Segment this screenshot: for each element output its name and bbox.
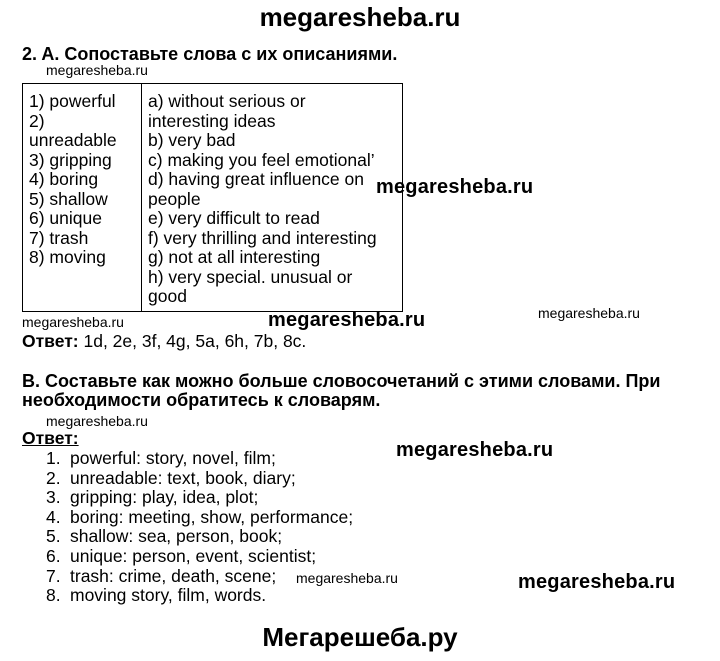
part-b-title-line2: необходимости обратитесь к словарям.	[22, 390, 381, 410]
watermark: megaresheba.ru	[22, 314, 124, 330]
list-item-text: trash: crime, death, scene;	[70, 565, 277, 586]
site-title: megaresheba.ru	[259, 2, 461, 32]
list-item-text: powerful: story, novel, film;	[70, 448, 276, 468]
word-item: 2)	[29, 110, 45, 131]
word-item: 8) moving	[29, 247, 106, 267]
description-item: b) very bad	[148, 130, 236, 150]
word-item: 5) shallow	[29, 188, 108, 209]
description-item: e) very difficult to read	[148, 208, 320, 228]
description-item: d) having great influence on	[148, 169, 364, 189]
list-item-number: 3.	[46, 487, 61, 508]
task-number: 2.	[22, 44, 38, 64]
part-b-title-line1: B. Составьте как можно больше словосочетаний с этими словами. При	[22, 371, 661, 391]
watermark: megaresheba.ru	[376, 176, 534, 198]
list-item-number: 7.	[46, 565, 61, 586]
part-a-title: A. Сопоставьте слова с их описаниями.	[41, 44, 398, 64]
list-item-text: boring: meeting, show, performance;	[70, 506, 354, 527]
list-item	[46, 449, 353, 469]
word-item: 4) boring	[29, 169, 99, 189]
word-item: 1) powerful	[29, 91, 116, 111]
watermark: megaresheba.ru	[296, 570, 398, 586]
watermark: megaresheba.ru	[518, 571, 676, 593]
watermark: megaresheba.ru	[396, 439, 554, 461]
list-item-number: 6.	[46, 545, 61, 566]
answer-a-label: Ответ:	[22, 331, 79, 351]
answer-a	[22, 331, 306, 352]
word-item: 3) gripping	[29, 149, 112, 170]
description-item: people	[148, 188, 201, 209]
descriptions-column	[142, 84, 403, 312]
list-item-number: 5.	[46, 526, 61, 547]
description-item: good	[148, 286, 187, 306]
watermark: megaresheba.ru	[46, 413, 148, 429]
list-item	[46, 547, 353, 567]
list-item	[46, 586, 353, 606]
description-item: f) very thrilling and interesting	[148, 227, 377, 248]
description-item: a) without serious or	[148, 91, 306, 111]
list-item-number: 2.	[46, 467, 61, 488]
list-item	[46, 469, 353, 489]
word-item: unreadable	[29, 130, 117, 150]
matching-table	[22, 83, 403, 312]
words-column	[23, 84, 142, 312]
list-item-number: 4.	[46, 506, 61, 527]
word-item: 6) unique	[29, 208, 102, 228]
answer-b-label: Ответ:	[22, 428, 79, 448]
list-item	[46, 508, 353, 528]
list-item-number: 1.	[46, 448, 61, 468]
description-item: interesting ideas	[148, 110, 276, 131]
list-item-text: gripping: play, idea, plot;	[70, 487, 259, 508]
description-item: g) not at all interesting	[148, 247, 321, 267]
list-item-text: moving story, film, words.	[70, 585, 267, 606]
footer-brand: Мегарешеба.ру	[262, 622, 458, 652]
watermark: megaresheba.ru	[46, 62, 148, 78]
list-item	[46, 488, 353, 508]
list-item-text: unique: person, event, scientist;	[70, 545, 317, 566]
answer-a-value: 1d, 2e, 3f, 4g, 5a, 6h, 7b, 8c.	[78, 331, 307, 351]
list-item-number: 8.	[46, 585, 61, 606]
description-item: c) making you feel emotional’	[148, 149, 375, 170]
list-item	[46, 527, 353, 547]
watermark: megaresheba.ru	[538, 305, 640, 321]
list-item-text: unreadable: text, book, diary;	[70, 467, 296, 488]
list-item-text: shallow: sea, person, book;	[70, 526, 283, 547]
watermark: megaresheba.ru	[268, 309, 426, 331]
word-item: 7) trash	[29, 227, 89, 248]
description-item: h) very special. unusual or	[148, 266, 353, 287]
